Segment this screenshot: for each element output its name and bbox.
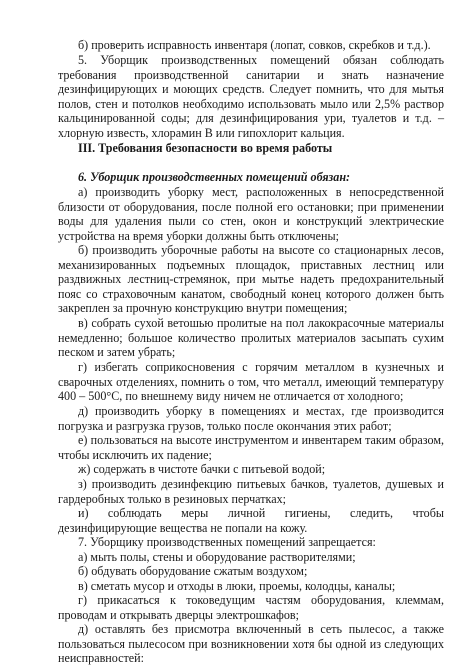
item-6a: а) производить уборку мест, расположенных в непосредственной близости от оборудования, после полной его остановки; при применении воды для удаления пыли со стен, окон и конструкций электрические устройства на время уборки должны быть отключены; xyxy=(58,185,444,243)
item-7b: б) обдувать оборудование сжатым воздухом; xyxy=(78,564,308,578)
item-6b: б) производить уборочные работы на высоте со стационарных лесов, механизированных подъемных площадок, приставных лестниц или раздвижных лестниц-стремянок, при мытье надеть предохранительный пояс со страховочным канатом, свободный конец которого должен быть закреплен за прочную конструкцию внутри помещения; xyxy=(58,243,444,316)
paragraph-b-inventory: б) проверить исправность инвентаря (лопат, совков, скребков и т.д.). xyxy=(78,38,431,52)
item-6v: в) собрать сухой ветошью пролитые на пол лакокрасочные материалы немедленно; большое количество пролитых материалов засыпать сухим песком и затем убрать; xyxy=(58,316,444,360)
item-6zh: ж) содержать в чистоте бачки с питьевой водой; xyxy=(78,462,326,476)
item-7a: а) мыть полы, стены и оборудование растворителями; xyxy=(78,550,356,564)
item-7g: г) прикасаться к токоведущим частям оборудования, клеммам, проводам и открывать дверцы электрошкафов; xyxy=(58,593,444,622)
item-6g: г) избегать соприкосновения с горячим металлом в кузнечных и сварочных отделениях, помнить о том, что металл, имеющий температуру 400 – 500°С, по внешнему виду ничем не отличается от холодного; xyxy=(58,360,444,404)
item-6d: д) производить уборку в помещениях и местах, где производится погрузка и разгрузка грузов, только после окончания этих работ; xyxy=(58,404,444,433)
paragraph-5-sanitary: 5. Уборщик производственных помещений обязан соблюдать требования производственной санитарии и знать назначение дезинфицирующих и моющих средств. Следует помнить, что для мытья полов, стен и потолков необходимо использовать мыло или 2,5% раствор кальцинированной соды; для дезинфицирования ури, туалетов и т.д. – хлорную известь, хлорамин В или гипохлорит кальция. xyxy=(58,53,444,140)
section-heading-iii: III. Требования безопасности во время работы xyxy=(78,141,333,155)
item-7v: в) сметать мусор и отходы в люки, проемы, колодцы, каналы; xyxy=(78,579,396,593)
item-6i: и) соблюдать меры личной гигиены, следить, чтобы дезинфицирующие вещества не попали на кожу. xyxy=(58,506,444,535)
item-7d: д) оставлять без присмотра включенный в сеть пылесос, а также пользоваться пылесосом при возникновении хотя бы одной из следующих неисправностей: xyxy=(58,622,444,666)
item-6z: з) производить дезинфекцию питьевых бачков, туалетов, душевых и гардеробных только в резиновых перчатках; xyxy=(58,477,444,506)
item-6-heading: 6. Уборщик производственных помещений обязан: xyxy=(78,170,351,184)
item-6e: е) пользоваться на высоте инструментом и инвентарем таким образом, чтобы исключить их падение; xyxy=(58,433,444,462)
item-7-heading: 7. Уборщику производственных помещений запрещается: xyxy=(78,535,376,549)
